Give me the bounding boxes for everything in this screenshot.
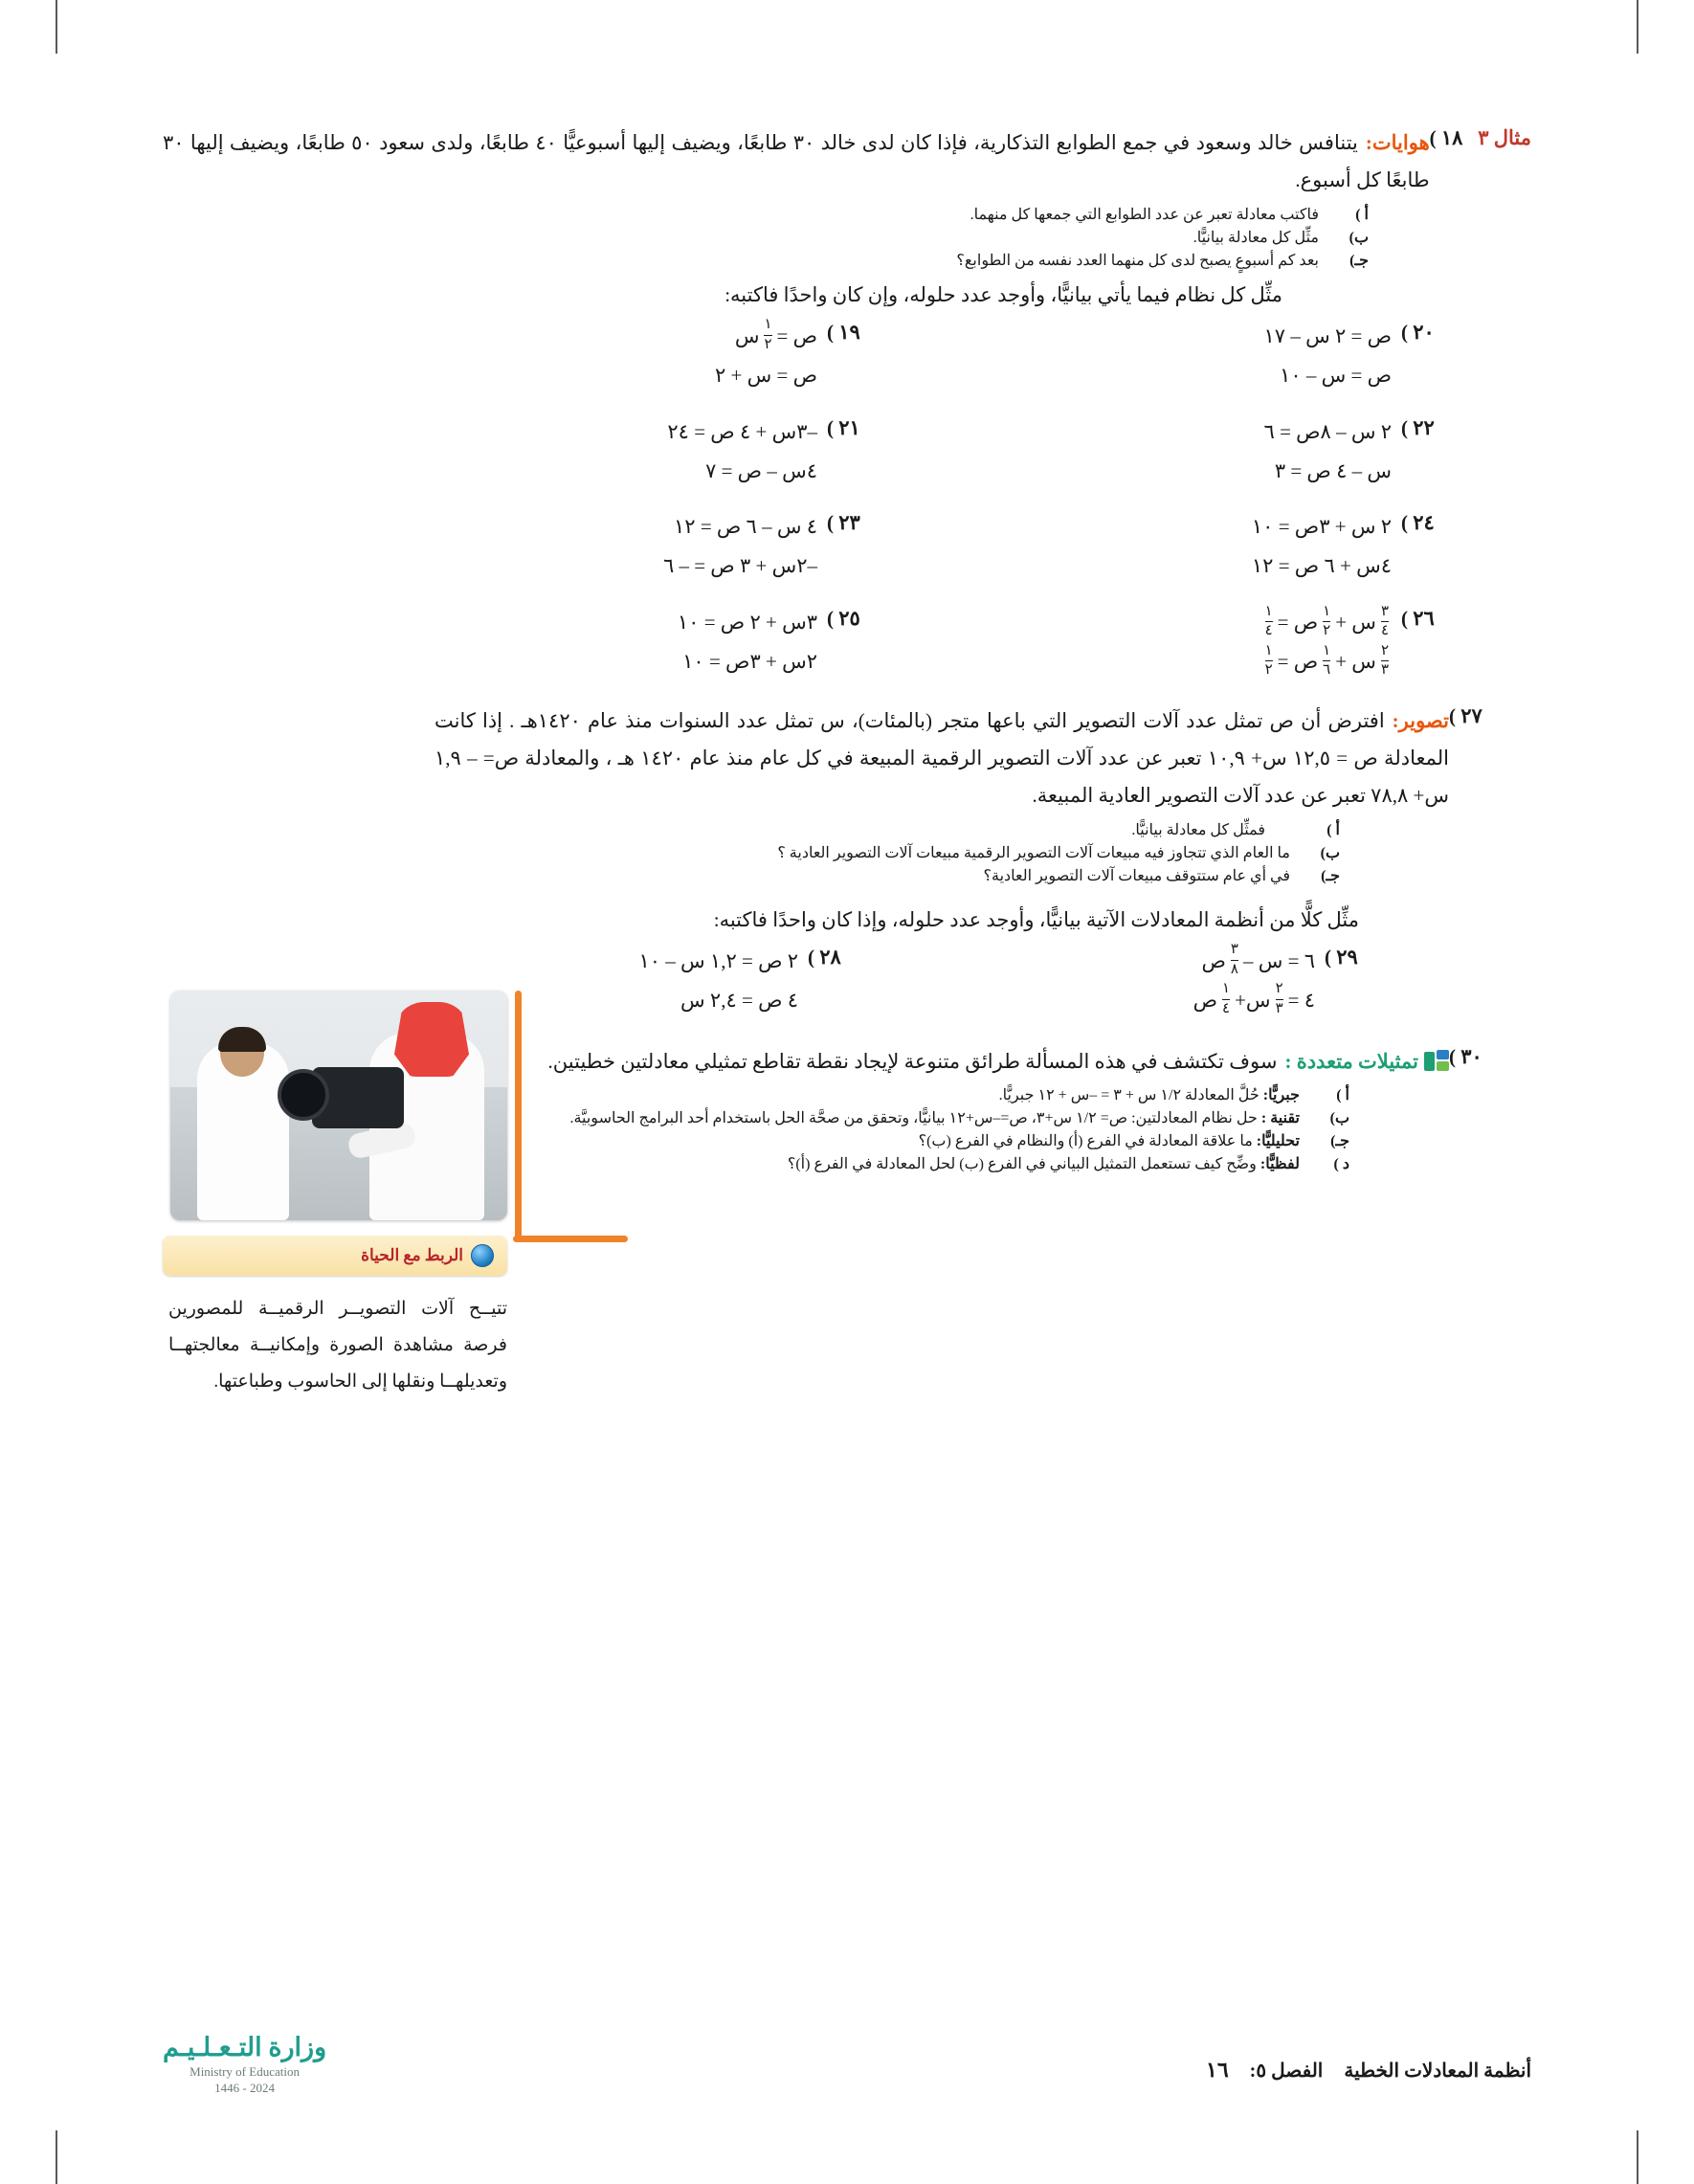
equation-line: ٢ س + ٣ص = ١٠ <box>1251 515 1392 539</box>
exercise-18-parts <box>163 205 1531 270</box>
eq-part: س + <box>1335 611 1376 635</box>
exercise-18-body <box>163 124 1430 199</box>
exercise-number-label: ١٨ <box>1440 126 1463 149</box>
equation-line: ص = س + ٢ <box>715 363 817 387</box>
fraction <box>1265 604 1273 640</box>
fraction <box>1222 981 1230 1017</box>
equation-line <box>1202 942 1315 981</box>
ministry-logo <box>163 2033 326 2096</box>
exercise-30-text: سوف تكتشف في هذه المسألة طرائق متنوعة لإيجاد نقطة تقاطع تمثيلي معادلتين خطيتين. <box>547 1049 1278 1073</box>
eq-part: ٤ = <box>1287 988 1315 1012</box>
part-text: في أي عام ستتوقف مبيعات آلات التصوير العادية؟ <box>983 867 1290 884</box>
part-label: ب) <box>1320 844 1340 861</box>
equation-line <box>1193 981 1315 1020</box>
footer-chapter-label: الفصل ٥: <box>1249 2060 1324 2082</box>
footer-chapter-info <box>1206 2058 1531 2083</box>
fraction <box>1265 643 1273 680</box>
ministry-years: 2024 - 1446 <box>214 2081 275 2095</box>
exercise-18 <box>163 124 1531 199</box>
system-23: ٢٣ ) ٤ س – ٦ ص = ١٢ –٢س + ٣ ص = – ٦ <box>354 507 890 586</box>
eq-part: ص = <box>1277 650 1319 674</box>
equation-line: ص = ٢ س – ١٧ <box>1263 323 1392 347</box>
sidebar-figure <box>163 991 507 1400</box>
equation-line: س – ٤ ص = ٣ <box>1274 458 1392 482</box>
part-label: أ ) <box>1326 821 1340 838</box>
eq-part: ٦ = س – <box>1242 948 1315 972</box>
fraction-denominator: ٨ <box>1230 961 1238 977</box>
part-label: د ) <box>1333 1156 1349 1173</box>
fraction <box>1323 643 1330 680</box>
fraction-numerator: ٢ <box>1275 981 1283 997</box>
part-label: جـ) <box>1321 867 1340 884</box>
system-29: ٢٩ ) ٦ = س – $\frac{٣}{٨}$ ص ٤ = $\frac{٢}{٣}$ س+ $\frac{١}{٤}$ ص <box>909 942 1388 1020</box>
part-bold-label: جبريًّا: <box>1262 1087 1300 1104</box>
part-label: ب) <box>1329 1110 1349 1127</box>
exercise-18-label: هوايات: <box>1365 131 1430 154</box>
fraction-denominator: ٤ <box>1222 1000 1231 1016</box>
eq-part: ص = <box>1277 611 1319 635</box>
fraction-numerator: ١ <box>1323 604 1331 620</box>
fraction-numerator: ١ <box>764 317 772 333</box>
part-label: ب) <box>1349 229 1369 246</box>
camera-photo <box>170 991 507 1220</box>
eq-part: س + <box>1335 650 1376 674</box>
equation-line <box>735 317 817 356</box>
part-text: فمثِّل كل معادلة بيانيًّا. <box>1131 821 1265 838</box>
exercise-27-part-b <box>364 843 1340 862</box>
callout-title: الربط مع الحياة <box>361 1246 463 1264</box>
part-bold-label: تحليليًّا: <box>1256 1133 1300 1150</box>
system-28: ٢٨ ) ٢ ص = ١,٢ س – ١٠ ٤ ص = ٢,٤ س <box>392 942 871 1020</box>
exercise-18-text: يتنافس خالد وسعود في جمع الطوابع التذكارية، فإذا كان لدى خالد ٣٠ طابعًا، ويضيف إليها أسبوعيًّا ٤٠ طابعًا، ولدى سعود ٥٠ طابعًا، ويضيف إليها ٣٠ طابعًا كل أسبوع. <box>163 131 1430 191</box>
equation-line: –٣س + ٤ ص = ٢٤ <box>667 419 817 443</box>
system-number: ٢٩ <box>1336 945 1358 969</box>
crop-mark-bottom-right <box>1637 2130 1638 2184</box>
system-20: ٢٠ ) ص = ٢ س – ١٧ ص = س – ١٠ <box>928 317 1464 395</box>
exercise-18-part-b <box>163 228 1369 247</box>
equation-line: ٢ ص = ١,٢ س – ١٠ <box>638 948 798 972</box>
real-life-callout <box>163 1236 507 1276</box>
multiple-representations-icon <box>1424 1050 1449 1073</box>
fraction-denominator: ٢ <box>764 336 772 352</box>
fraction <box>764 317 771 353</box>
page-content <box>163 124 1531 2040</box>
exercise-30-label: تمثيلات متعددة : <box>1284 1049 1418 1073</box>
exercise-27-label: تصوير: <box>1392 709 1449 733</box>
fraction-numerator: ٢ <box>1380 642 1389 658</box>
exercise-27-parts <box>364 820 1531 885</box>
part-body-text: وضِّح كيف تستعمل التمثيل البياني في الفرع (ب) لحل المعادلة في الفرع (أ)؟ <box>787 1156 1257 1173</box>
system-number: ٢٣ <box>838 511 860 535</box>
exercise-27-number: ٢٧ ) <box>1449 704 1482 728</box>
instruction-2: مثِّل كلًّا من أنظمة المعادلات الآتية بيانيًّا، وأوجد عدد حلوله، وإذا كان واحدًا فاكتبه: <box>713 907 1359 931</box>
equation-line: ٤س + ٦ ص = ١٢ <box>1251 554 1392 578</box>
eq-part: ص <box>1201 948 1226 972</box>
eq-part: ص <box>1192 988 1218 1012</box>
equation-line: ٤س – ص = ٧ <box>705 458 817 482</box>
instruction-1: مثِّل كل نظام فيما يأتي بيانيًّا، وأوجد عدد حلوله، وإن كان واحدًا فاكتبه: <box>724 282 1282 306</box>
equation-line <box>1262 642 1392 681</box>
crop-mark-bottom-left <box>56 2130 57 2184</box>
fraction-numerator: ١ <box>1264 604 1273 620</box>
system-25: ٢٥ ) ٣س + ٢ ص = ١٠ ٢س + ٣ص = ١٠ <box>354 603 890 681</box>
part-text: ما العام الذي تتجاوز فيه مبيعات آلات التصوير الرقمية مبيعات آلات التصوير العادية ؟ <box>777 844 1290 861</box>
fraction-denominator: ٢ <box>1264 662 1273 679</box>
system-22: ٢٢ ) ٢ س – ٨ص = ٦ س – ٤ ص = ٣ <box>928 412 1464 491</box>
equation-line: ٤ س – ٦ ص = ١٢ <box>674 515 817 539</box>
system-26: ٢٦ ) $\frac{٣}{٤}$ س + $\frac{١}{٢}$ ص = $\frac{١}{٤}$ $\frac{٢}{٣}$ س + $\frac{١}{٦}$ ص = $\frac{١}{٢}$ <box>928 603 1464 681</box>
exercise-18-number: مثال ٣ ١٨ ) <box>1429 126 1531 149</box>
fraction <box>1381 643 1389 680</box>
equation-line: ص = س – ١٠ <box>1280 363 1392 387</box>
systems-grid <box>163 317 1531 682</box>
exercise-27 <box>163 702 1531 814</box>
fraction-denominator: ٦ <box>1323 662 1331 679</box>
exercise-18-part-a <box>163 205 1369 224</box>
system-number: ٢٨ <box>819 945 841 969</box>
system-21: ٢١ ) –٣س + ٤ ص = ٢٤ ٤س – ص = ٧ <box>354 412 890 491</box>
fraction-numerator: ١ <box>1323 642 1331 658</box>
system-19: ١٩ ) ص = $\frac{١}{٢}$ س ص = س + ٢ <box>354 317 890 395</box>
fraction <box>1381 604 1389 640</box>
crop-mark-top-right <box>1637 0 1638 54</box>
part-label: جـ) <box>1330 1133 1349 1150</box>
part-bold-label: تقنية : <box>1260 1110 1300 1127</box>
part-text: فاكتب معادلة تعبر عن عدد الطوابع التي جمعها كل منهما. <box>970 206 1319 223</box>
equation-line: ٣س + ٢ ص = ١٠ <box>677 611 817 635</box>
part-label: جـ) <box>1349 252 1369 269</box>
part-text: مثِّل كل معادلة بيانيًّا. <box>1192 229 1319 246</box>
exercise-number-label: ٣٠ <box>1460 1044 1482 1068</box>
part-body-text: ما علاقة المعادلة في الفرع (أ) والنظام في الفرع (ب)؟ <box>918 1133 1253 1150</box>
exercise-27-text: افترض أن ص تمثل عدد آلات التصوير التي باعها متجر (بالمئات)، س تمثل عدد السنوات منذ عام ١٤٢٠هـ . إذا كانت المعادلة ص = ١٢,٥ س+ ١٠,٩ تعبر عن عدد آلات التصوير الرقمية المبيعة في كل عام منذ عام ١٤٢٠ هـ ، والمعادلة ص= – ١,٩ س+ ٧٨,٨ تعبر عن عدد آلات التصوير العادية المبيعة. <box>435 709 1449 807</box>
fraction-numerator: ١ <box>1264 642 1273 658</box>
exercise-27-body <box>435 702 1449 814</box>
part-body-text: حل نظام المعادلتين: ص= ١/٢ س+٣، ص=–س+١٢ بيانيًّا، وتحقق من صحَّة الحل باستخدام أحد البرامج الحاسوبيَّة. <box>569 1110 1258 1127</box>
crop-mark-top-left <box>56 0 57 54</box>
exercise-27-part-c <box>364 866 1340 885</box>
equation-line: ٤ ص = ٢,٤ س <box>680 988 798 1012</box>
fraction-denominator: ٣ <box>1380 662 1389 679</box>
part-body-text: حُلَّ المعادلة ١/٢ س + ٣ = –س + ١٢ جبريًّا. <box>998 1087 1259 1104</box>
system-number: ٢٢ <box>1413 415 1435 439</box>
system-24: ٢٤ ) ٢ س + ٣ص = ١٠ ٤س + ٦ ص = ١٢ <box>928 507 1464 586</box>
exercise-30-number: ٣٠ ) <box>1449 1044 1482 1068</box>
system-number: ٢٥ <box>838 607 860 631</box>
example-tag-18: مثال ٣ <box>1478 126 1531 149</box>
ministry-logo-ar: وزارة التـعـلـيـم <box>163 2033 327 2061</box>
equation-line: ٢ س – ٨ص = ٦ <box>1263 419 1392 443</box>
eq-part: س <box>734 323 760 347</box>
fraction-denominator: ٣ <box>1275 1000 1283 1016</box>
part-text: بعد كم أسبوعٍ يصبح لدى كل منهما العدد نفسه من الطوابع؟ <box>956 252 1319 269</box>
part-bold-label: لفظيًّا: <box>1259 1156 1300 1173</box>
exercise-number-label: ٢٧ <box>1460 704 1482 728</box>
exercise-27-part-a <box>364 820 1340 839</box>
exercise-18-part-c <box>163 251 1369 270</box>
system-number: ١٩ <box>838 320 860 344</box>
globe-icon <box>471 1244 494 1267</box>
sidebar-accent-bar <box>515 991 522 1239</box>
fraction-denominator: ٤ <box>1380 623 1389 639</box>
fraction-numerator: ٣ <box>1380 604 1389 620</box>
page-footer <box>0 2019 1694 2096</box>
fraction-numerator: ١ <box>1222 981 1231 997</box>
eq-part: ص = <box>776 323 817 347</box>
equation-line: –٢س + ٣ ص = – ٦ <box>662 554 817 578</box>
system-number: ٢٠ <box>1413 320 1435 344</box>
equation-line <box>1262 603 1392 642</box>
sidebar-text: تتيــح آلات التصويــر الرقميــة للمصورين فرصة مشاهدة الصورة وإمكانيــة معالجتهــا وتعديلهــا ونقلها إلى الحاسوب وطباعتها. <box>168 1299 507 1392</box>
equation-line: ٢س + ٣ص = ١٠ <box>682 650 817 674</box>
system-number: ٢٦ <box>1413 607 1435 631</box>
fraction-denominator: ٤ <box>1264 623 1273 639</box>
fraction-denominator: ٢ <box>1323 623 1331 639</box>
eq-part: س+ <box>1235 988 1271 1012</box>
footer-chapter-title: أنظمة المعادلات الخطية <box>1344 2060 1531 2082</box>
fraction <box>1276 981 1283 1017</box>
system-number: ٢٤ <box>1413 511 1435 535</box>
fraction <box>1231 942 1238 978</box>
part-label: أ ) <box>1336 1087 1349 1104</box>
fraction-numerator: ٣ <box>1230 942 1238 958</box>
fraction <box>1323 604 1330 640</box>
page-number: ١٦ <box>1206 2058 1229 2082</box>
system-number: ٢١ <box>838 415 860 439</box>
ministry-logo-en: Ministry of Education <box>189 2064 300 2079</box>
part-label: أ ) <box>1355 206 1369 223</box>
